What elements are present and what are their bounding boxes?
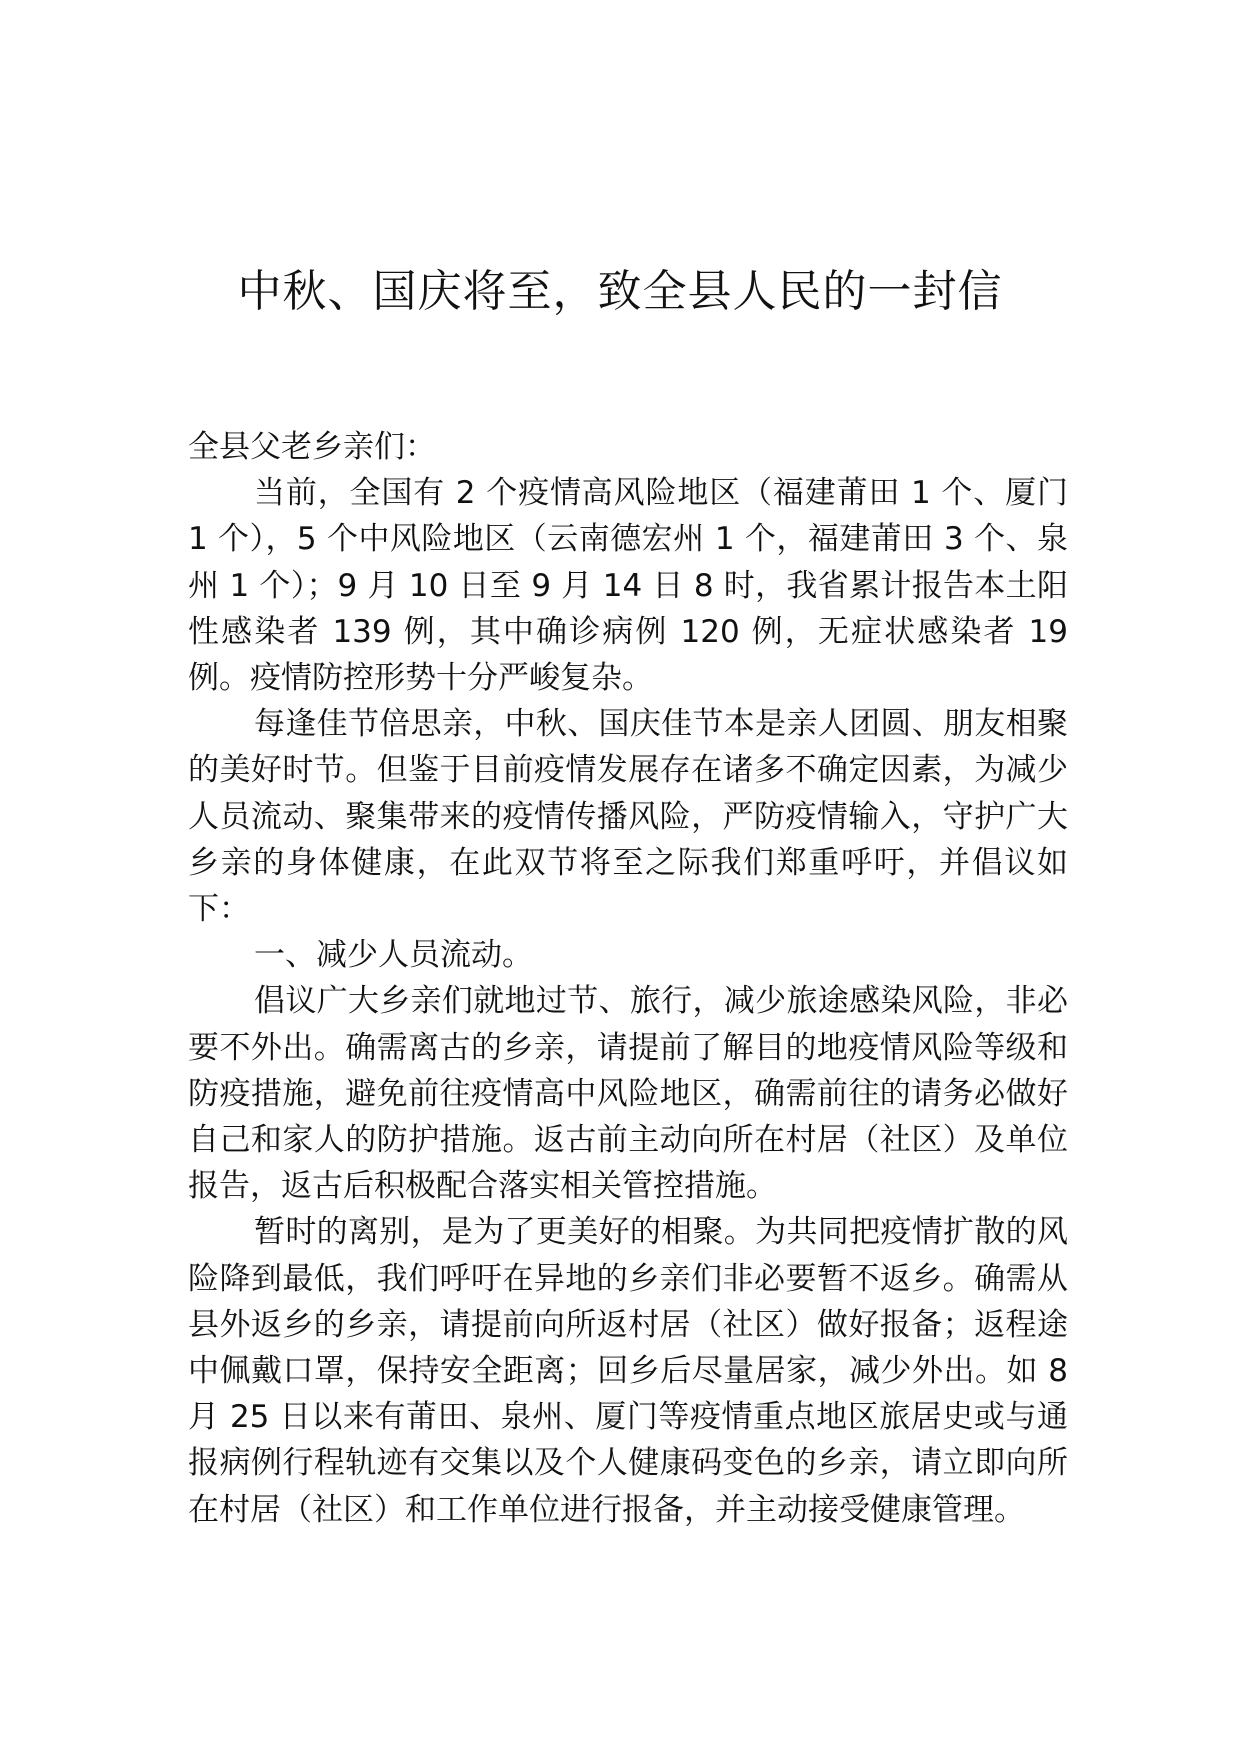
document-body xyxy=(188,424,1068,1533)
section-heading-reduce-mobility: 一、减少人员流动。 xyxy=(254,937,533,974)
document-title: 中秋、国庆将至，致全县人民的一封信 xyxy=(237,266,1003,317)
paragraph-return-home-advice: 暂时的离别，是为了更美好的相聚。为共同把疫情扩散的风险降到最低，我们呼吁在异地的乡亲们非必要暂不返乡。确需从县外返乡的乡亲，请提前向所返村居（社区）做好报备；返程途中佩戴口罩，保持安全距离；回乡后尽量居家，减少外出。如 8 月 25 日以来有莆田、泉州、厦门等疫情重点地区旅居史或与通报病例行程轨迹有交集以及个人健康码变色的乡亲，请立即向所在村居（社区）和工作单位进行报备，并主动接受健康管理。 xyxy=(188,1214,1068,1528)
paragraph-epidemic-status: 当前，全国有 2 个疫情高风险地区（福建莆田 1 个、厦门 1 个），5 个中风险地区（云南德宏州 1 个，福建莆田 3 个、泉州 1 个）；9 月 10 日至 9 月 14 日 8 时，我省累计报告本土阳性感染者 139 例，其中确诊病例 120 例，无症状感染者 19 例。疫情防控形势十分严峻复杂。 xyxy=(188,475,1068,697)
paragraph-travel-advice: 倡议广大乡亲们就地过节、旅行，减少旅途感染风险，非必要不外出。确需离古的乡亲，请提前了解目的地疫情风险等级和防疫措施，避免前往疫情高中风险地区，确需前往的请务必做好自己和家人的防护措施。返古前主动向所在村居（社区）及单位报告，返古后积极配合落实相关管控措施。 xyxy=(188,983,1068,1205)
salutation: 全县父老乡亲们： xyxy=(188,429,436,465)
paragraph-festival-appeal: 每逢佳节倍思亲，中秋、国庆佳节本是亲人团圆、朋友相聚的美好时节。但鉴于目前疫情发展存在诸多不确定因素，为减少人员流动、聚集带来的疫情传播风险，严防疫情输入，守护广大乡亲的身体健康，在此双节将至之际我们郑重呼吁，并倡议如下： xyxy=(188,706,1068,928)
